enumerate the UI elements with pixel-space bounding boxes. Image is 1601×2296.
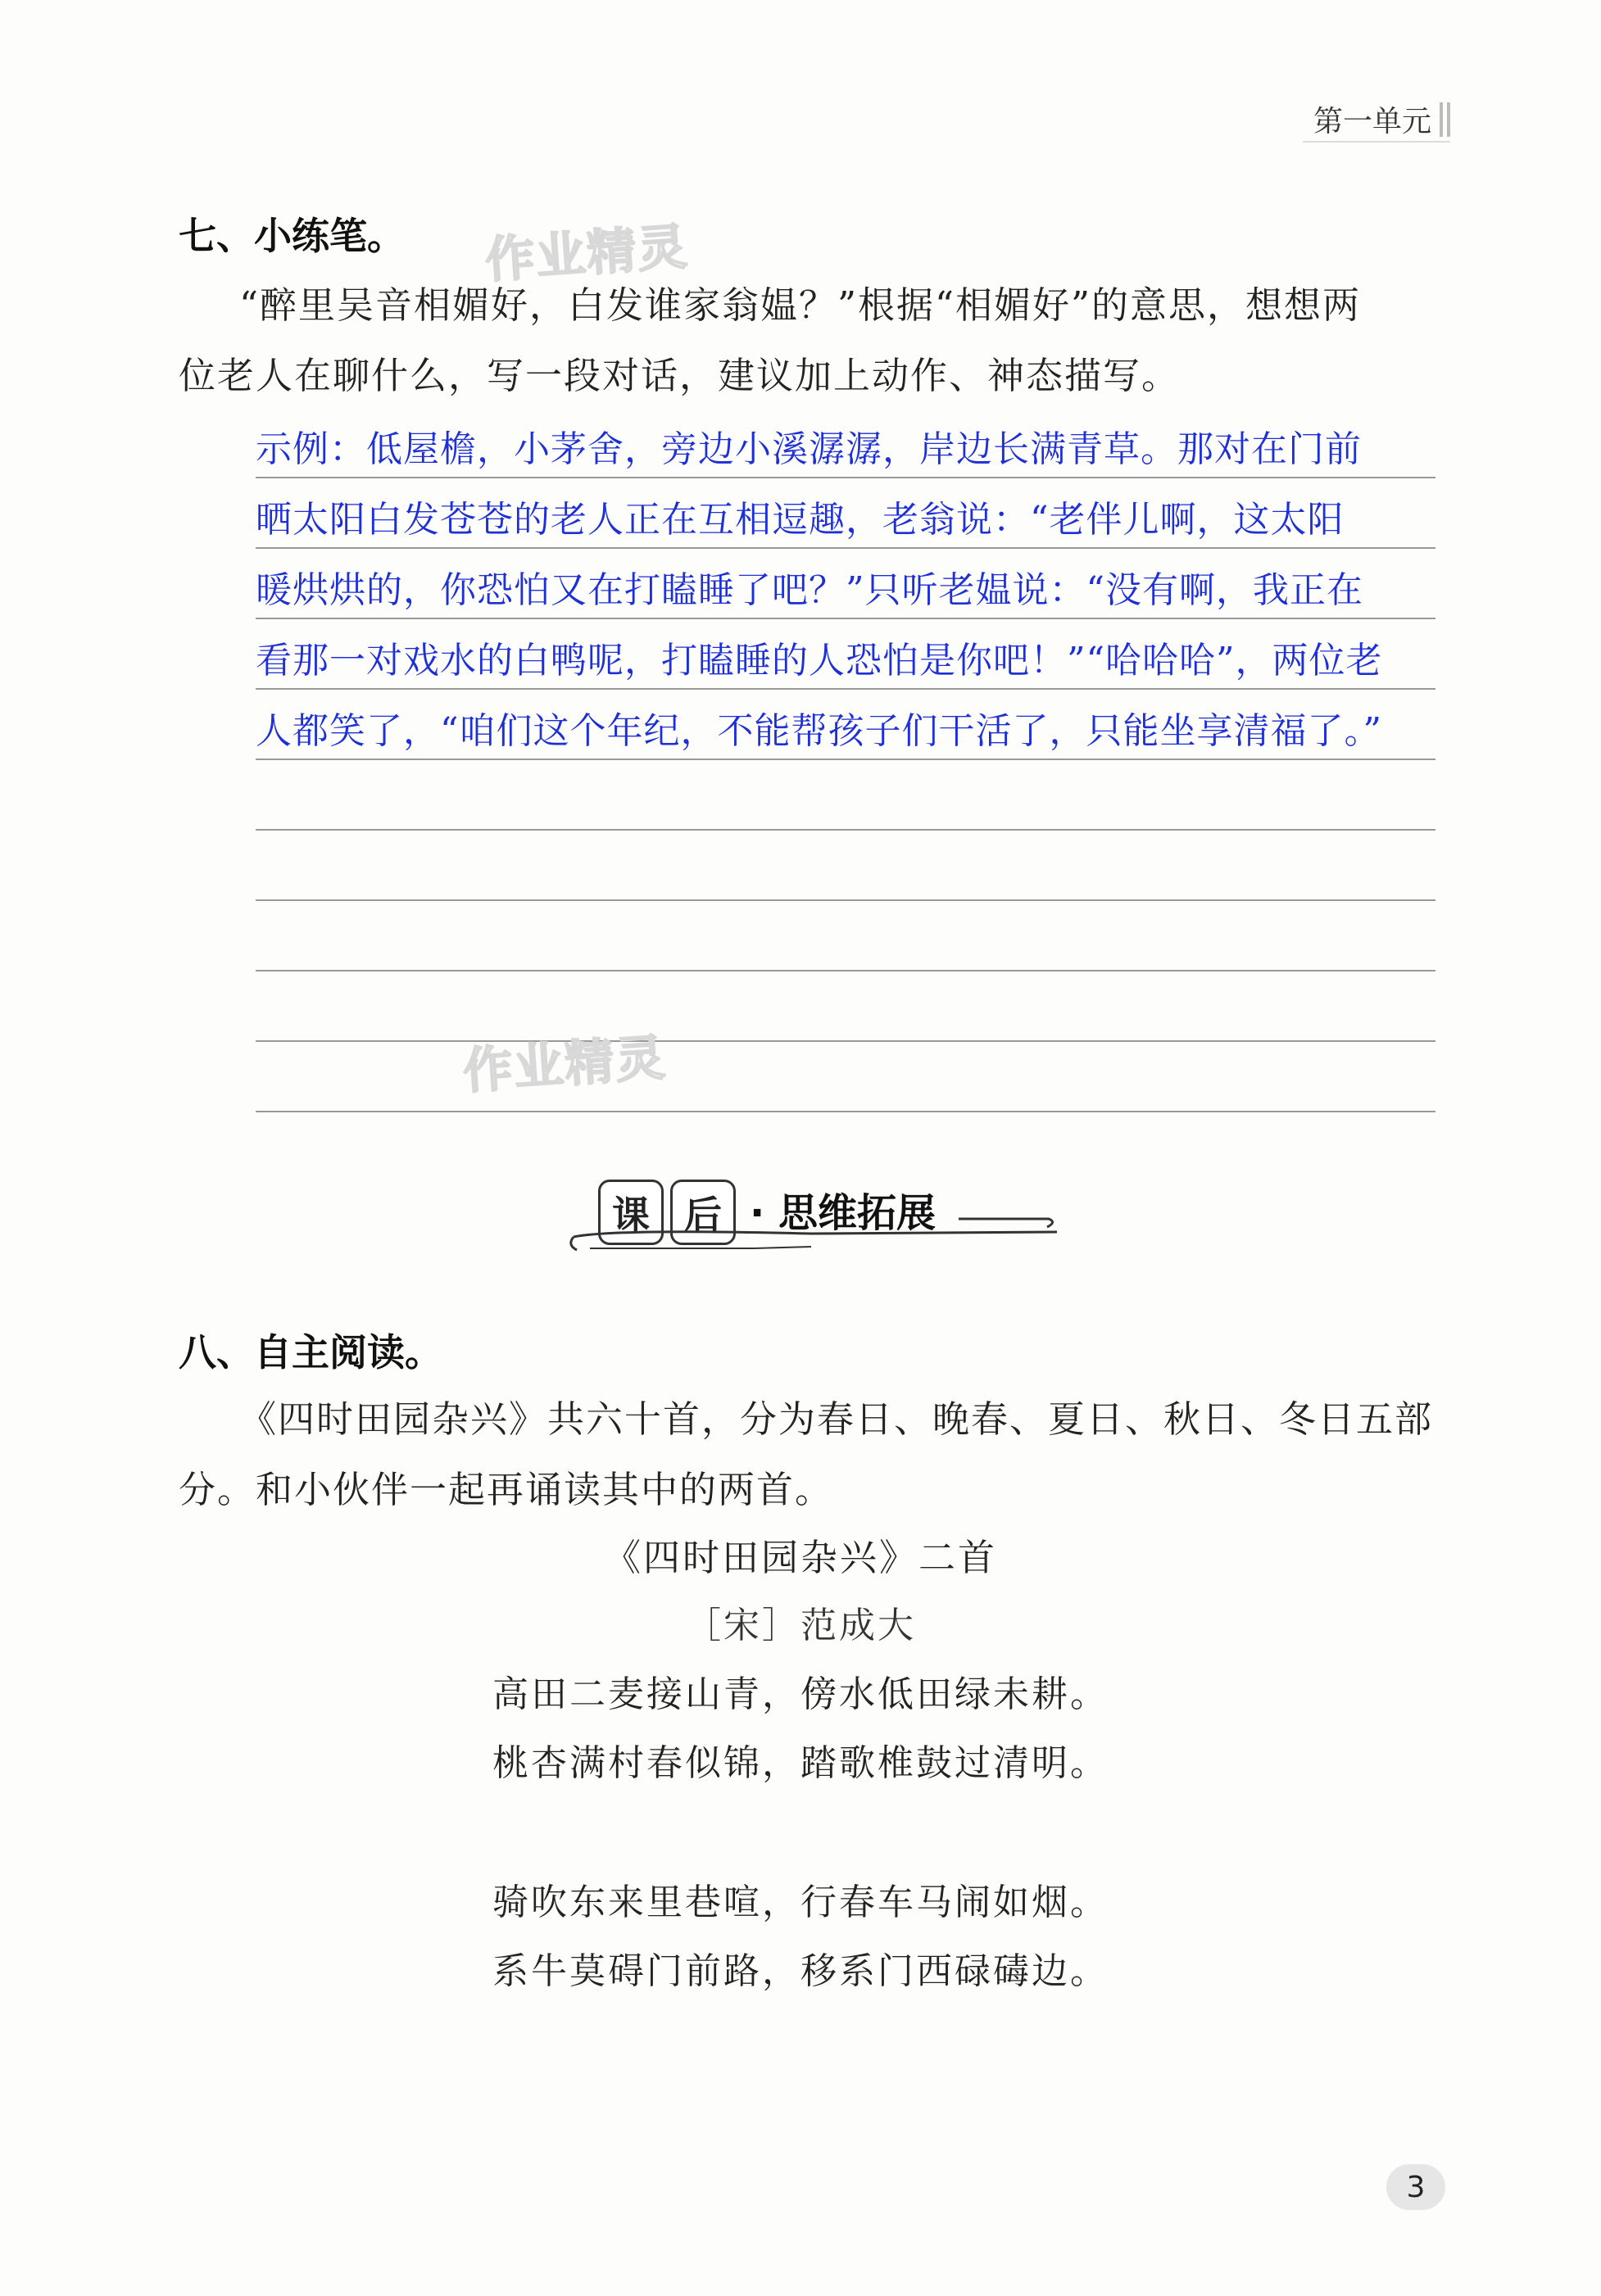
header-bars-decoration [1440,102,1450,137]
section7-heading: 七、小练笔。 [179,214,405,258]
poem1-line1: 高田二麦接山青，傍水低田绿未耕。 [492,1673,1109,1715]
poem2-line2: 系牛莫碍门前路，移系门西碌碡边。 [492,1950,1109,1992]
writing-line [256,1042,1435,1112]
answer-text: 人都笑了，“咱们这个年纪，不能帮孩子们干活了，只能坐享清福了。” [256,710,1382,752]
section-banner [565,1180,1057,1286]
unit-header [1313,98,1450,140]
writing-line [256,901,1435,971]
unit-label: 第一单元 [1313,105,1431,138]
page-number: 3 [1386,2164,1445,2210]
header-rule [1303,141,1450,143]
writing-line [256,760,1435,831]
writing-line [256,971,1435,1042]
writing-line [256,408,1435,478]
answer-text: 看那一对戏水的白鸭呢，打瞌睡的人恐怕是你吧！”“哈哈哈”，两位老 [256,640,1383,682]
writing-area[interactable] [256,408,1435,1112]
answer-text: 暖烘烘的，你恐怕又在打瞌睡了吧？”只听老媪说：“没有啊，我正在 [256,569,1363,611]
poem-title: 《四时田园杂兴》二首 [603,1536,997,1579]
writing-line [256,690,1435,760]
answer-text: 晒太阳白发苍苍的老人正在互相逗趣，老翁说：“老伴儿啊，这太阳 [256,499,1345,541]
watermark-top: 作业精灵 [483,218,691,290]
section7-prompt-line2: 位老人在聊什么，写一段对话，建议加上动作、神态描写。 [179,354,1181,397]
poem2-line1: 骑吹东来里巷喧，行春车马闹如烟。 [492,1882,1109,1923]
banner-char-hou: 后 [670,1180,736,1245]
section8-heading: 八、自主阅读。 [179,1330,442,1374]
writing-line [256,619,1435,690]
section8-intro-line1: 《四时田园杂兴》共六十首，分为春日、晚春、夏日、秋日、冬日五部 [239,1397,1434,1441]
answer-text: 示例：低屋檐，小茅舍，旁边小溪潺潺，岸边长满青草。那对在门前 [256,428,1362,470]
section7-prompt-line1: “醉里吴音相媚好，白发谁家翁媪？”根据“相媚好”的意思，想想两 [239,283,1362,327]
poem1-line2: 桃杏满村春似锦，踏歌椎鼓过清明。 [492,1742,1109,1784]
banner-title: · 思维拓展 [750,1190,936,1236]
writing-line [256,831,1435,901]
banner-char-ke: 课 [598,1180,664,1245]
poem-author: ［宋］范成大 [685,1605,916,1646]
watermark-middle: 作业精灵 [461,1029,669,1101]
writing-line [256,478,1435,549]
writing-line [256,549,1435,619]
section8-intro-line2: 分。和小伙伴一起再诵读其中的两首。 [179,1468,834,1511]
